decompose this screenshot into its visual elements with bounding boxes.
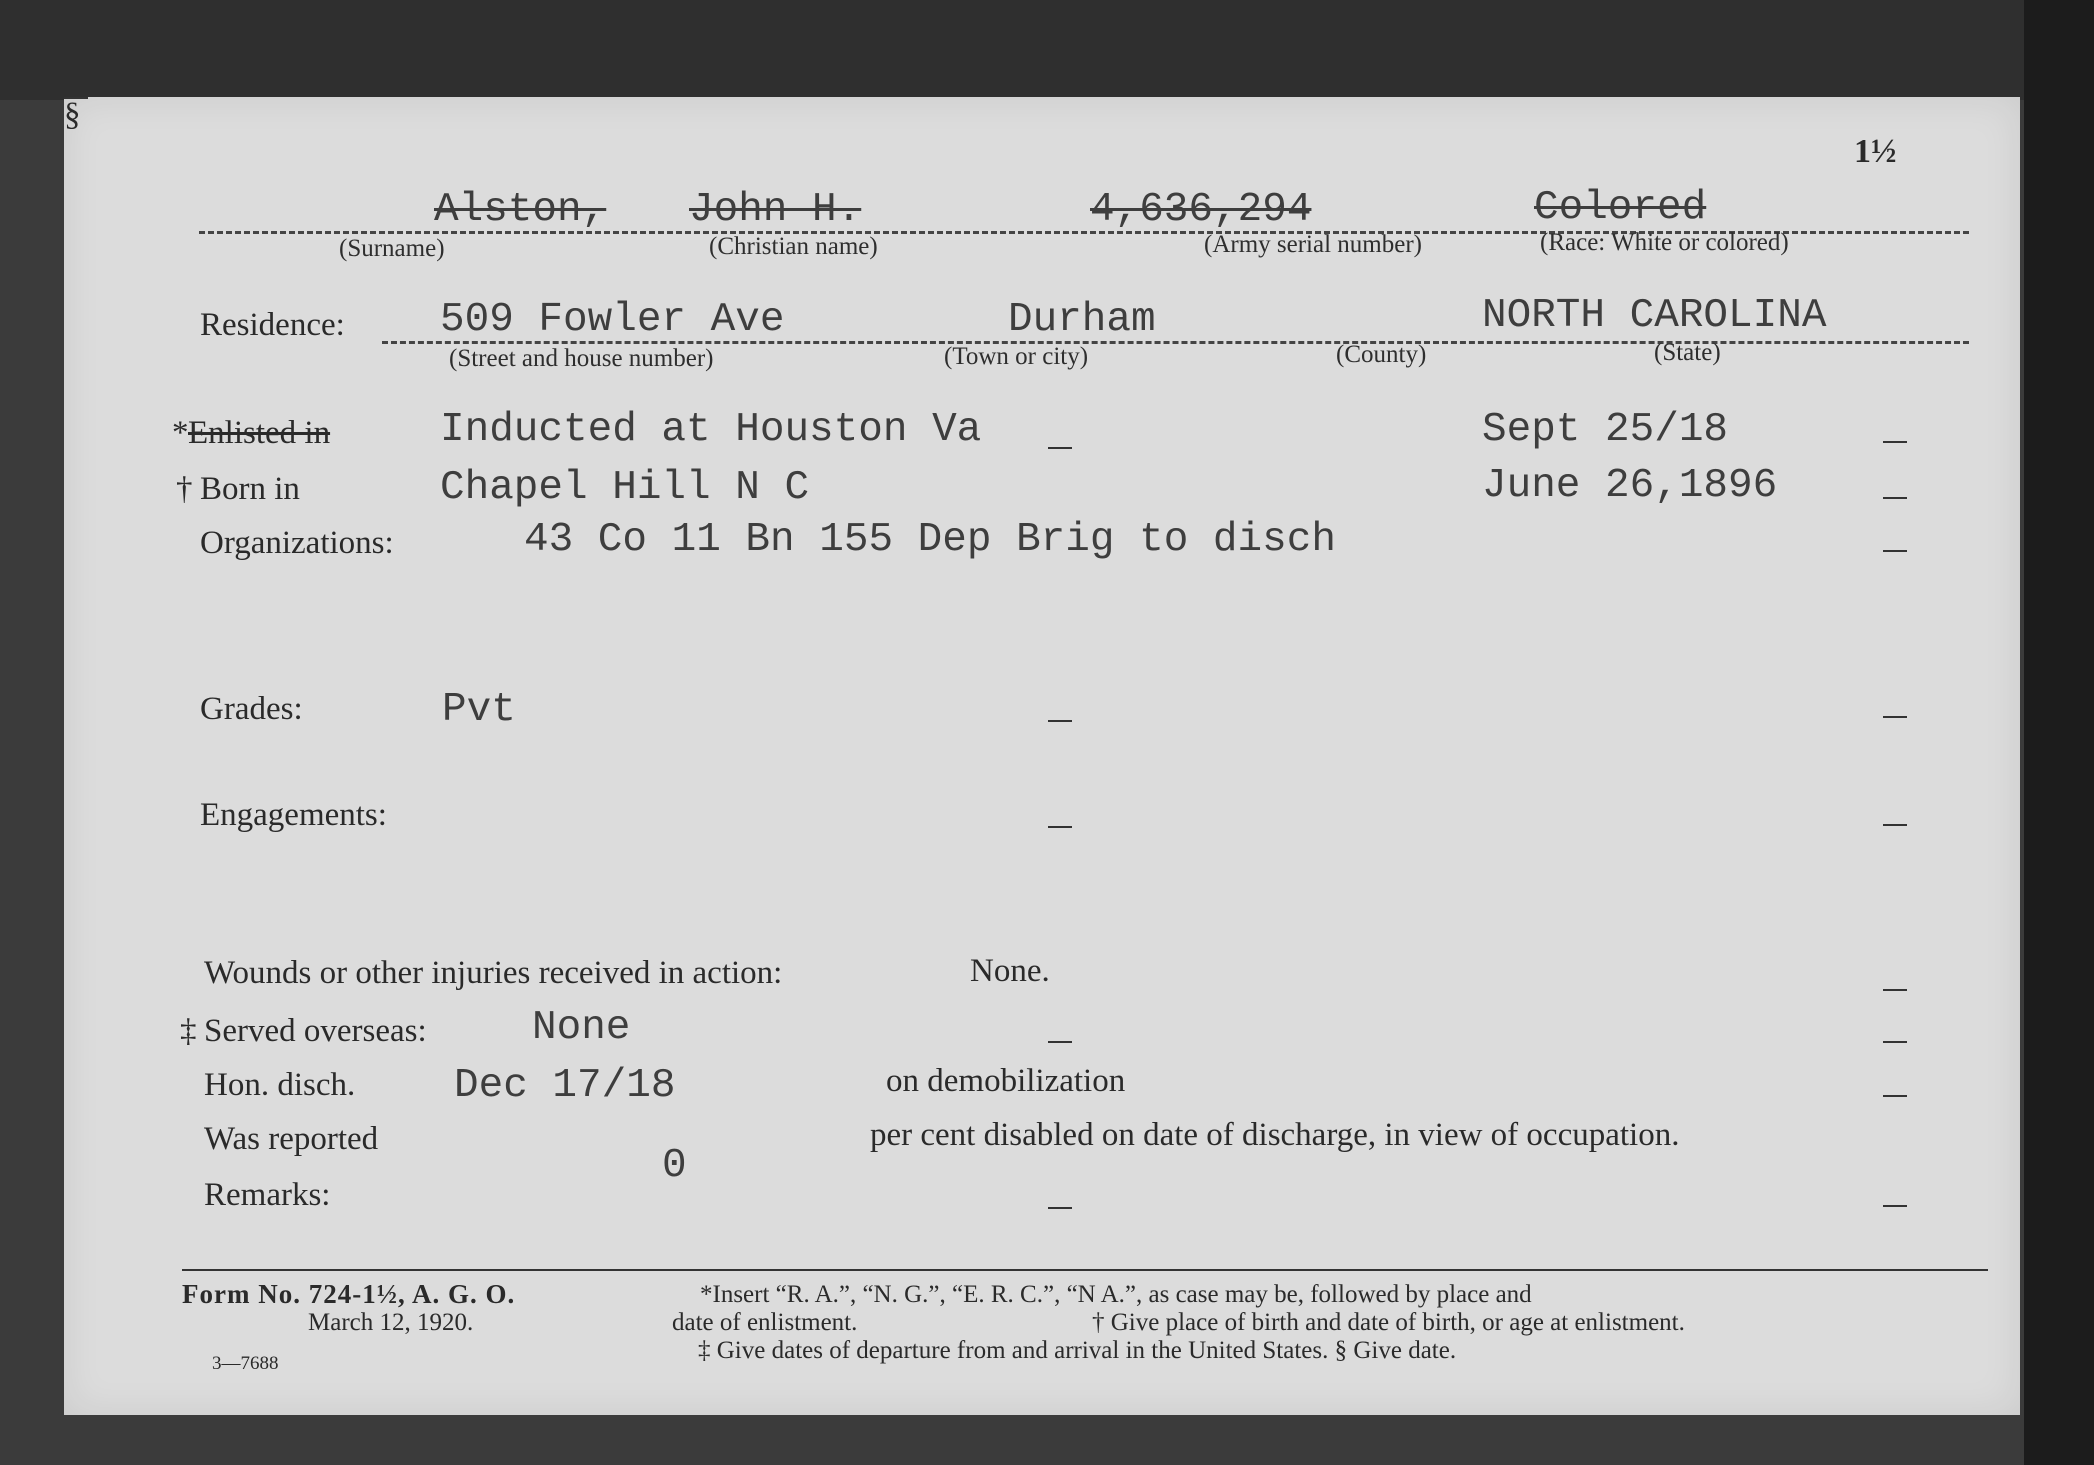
blank-dash [1883, 1095, 1907, 1097]
blank-dash [1048, 1041, 1072, 1043]
blank-dash [1048, 447, 1072, 449]
enlisted-date: Sept 25/18 [1482, 407, 1729, 453]
surname-caption: (Surname) [339, 235, 445, 262]
surname-value: Alston, [434, 187, 607, 233]
street-caption: (Street and house number) [449, 345, 714, 372]
state-caption: (State) [1654, 339, 1721, 366]
town-value: Durham [1008, 297, 1156, 343]
discharge-note: on demobilization [886, 1063, 1126, 1099]
race-caption: (Race: White or colored) [1540, 229, 1789, 256]
blank-dash [1048, 1207, 1072, 1209]
blank-dash [1883, 497, 1907, 499]
footer-rule [182, 1269, 1988, 1271]
blank-dash [1048, 826, 1072, 828]
print-code: 3—7688 [212, 1353, 279, 1374]
state-value: NORTH CAROLINA [1482, 293, 1827, 339]
overseas-marker: ‡ [180, 1013, 197, 1049]
engagements-label: Engagements: [200, 797, 387, 833]
remarks-label: Remarks: [204, 1177, 331, 1213]
discharge-value: Dec 17/18 [454, 1063, 676, 1109]
reported-label: Was reported [204, 1121, 379, 1157]
blank-dash [1883, 989, 1907, 991]
christian-name-caption: (Christian name) [709, 233, 878, 260]
blank-dash [1883, 441, 1907, 443]
town-caption: (Town or city) [944, 343, 1089, 370]
enlisted-marker: * [172, 415, 189, 451]
residence-label: Residence: [200, 307, 345, 343]
footnote-enlistment-date: date of enlistment. [672, 1309, 858, 1336]
blank-dash [1048, 720, 1072, 722]
dark-background-right [2024, 0, 2094, 1465]
overseas-label: Served overseas: [204, 1013, 427, 1049]
wounds-label: Wounds or other injuries received in action: [204, 955, 783, 991]
blank-dash [1883, 1041, 1907, 1043]
christian-name-value: John H. [689, 187, 862, 233]
serial-number-caption: (Army serial number) [1204, 231, 1422, 258]
discharge-marker: § [64, 97, 81, 133]
organizations-label: Organizations: [200, 525, 394, 561]
discharge-label: Hon. disch. [204, 1067, 356, 1103]
form-date: March 12, 1920. [308, 1309, 474, 1336]
blank-dash [1883, 716, 1907, 718]
county-caption: (County) [1336, 341, 1427, 368]
enlisted-value: Inducted at Houston Va [440, 407, 982, 453]
wounds-value: None. [970, 953, 1050, 989]
form-number: Form No. 724-1½, A. G. O. [182, 1279, 516, 1309]
serial-number-value: 4,636,294 [1090, 187, 1312, 233]
footnote-overseas: ‡ Give dates of departure from and arrival in the United States. § Give date. [698, 1337, 1457, 1364]
grades-label: Grades: [200, 691, 303, 727]
disability-note: per cent disabled on date of discharge, in view of occupation. [870, 1117, 1680, 1153]
blank-dash [1883, 550, 1907, 552]
blank-dash [1883, 824, 1907, 826]
born-value: Chapel Hill N C [440, 465, 810, 511]
grades-value: Pvt [442, 687, 516, 733]
born-date: June 26,1896 [1482, 463, 1778, 509]
blank-dash [1883, 1205, 1907, 1207]
organizations-value: 43 Co 11 Bn 155 Dep Brig to disch [524, 517, 1336, 563]
born-label: Born in [200, 471, 300, 507]
street-value: 509 Fowler Ave [440, 297, 785, 343]
overseas-value: None [532, 1005, 631, 1051]
race-value: Colored [1534, 185, 1707, 231]
disability-percent-value: 0 [662, 1143, 687, 1189]
card-number: 1½ [1854, 133, 1897, 170]
enlisted-label: Enlisted in [188, 415, 331, 451]
born-marker: † [176, 471, 193, 507]
dark-background-top [0, 0, 2094, 100]
service-record-card [64, 97, 2020, 1415]
footnote-insert: *Insert “R. A.”, “N. G.”, “E. R. C.”, “N A.”, as case may be, followed by place and [700, 1281, 1532, 1308]
footnote-birth: † Give place of birth and date of birth, or age at enlistment. [1092, 1309, 1685, 1336]
